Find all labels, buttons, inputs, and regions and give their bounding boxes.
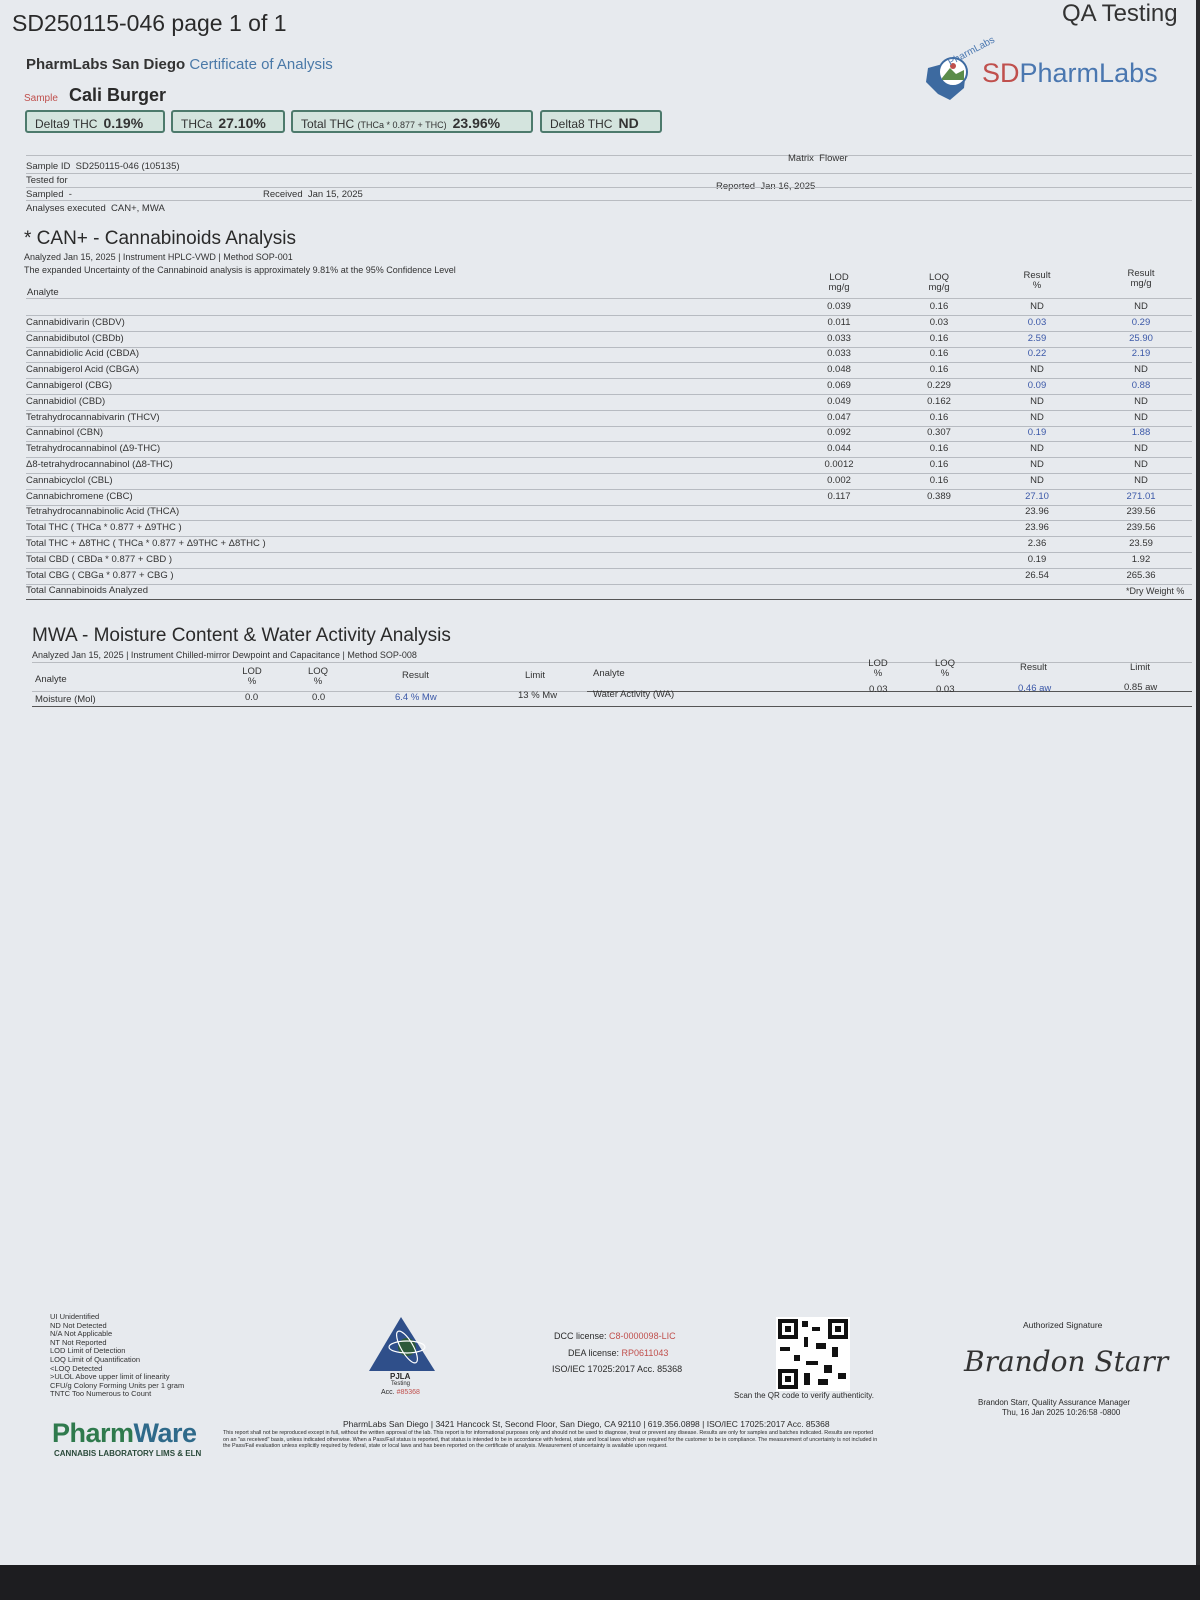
table-row: [26, 504, 1192, 521]
mwa-loq-label: LOQ: [307, 666, 329, 677]
lod-cell: 0.048: [827, 364, 851, 376]
dea-license: [568, 1348, 668, 1358]
sample-id-field: [26, 161, 180, 172]
col-header-loq: [914, 273, 964, 293]
sample-id-label: Sample ID: [26, 161, 71, 172]
result-pct-cell: 2.59: [1027, 332, 1047, 344]
mwa-header-limit-2: Limit: [1130, 662, 1151, 673]
result-pct-cell: 0.03: [1027, 316, 1047, 328]
table-row: [26, 583, 1192, 600]
summary-pill-delta8: [540, 110, 662, 133]
mwa-header-loq-2: [925, 659, 965, 679]
result-mg-cell: ND: [1134, 364, 1148, 376]
lod-cell: 0.047: [827, 411, 851, 423]
result-mg-cell: 23.59: [1129, 538, 1153, 549]
col-header-result-mg: [1116, 269, 1166, 289]
table-row: [26, 520, 1192, 537]
result-mg-cell: ND: [1134, 474, 1148, 486]
legend-item: LOD Limit of Detection: [50, 1346, 126, 1356]
loq-cell: 0.16: [929, 443, 949, 455]
loq-cell: 0.16: [929, 459, 949, 470]
dea-label: DEA license:: [568, 1348, 620, 1358]
result-pct-cell: ND: [1030, 411, 1044, 423]
water-activity-result: 0.46 aw: [1018, 683, 1052, 694]
disclaimer-line: This report shall not be reproduced except in full, without the written approval of the lab. This report is for informational purposes only and should not be used to diagnose, treat or prevent any disease. Results are only for samples and batches indicated. Results are reported: [223, 1430, 874, 1436]
moisture-lod: 0.0: [245, 692, 259, 703]
result-pct-cell: ND: [1030, 395, 1044, 407]
pill-label: THCa: [181, 117, 213, 131]
sample-id-value: SD250115-046 (105135): [75, 161, 180, 172]
loq-cell: 0.03: [929, 316, 949, 328]
pill-note: (THCa * 0.877 + THC): [357, 120, 447, 130]
table-row: [26, 299, 1192, 316]
sampled-field: [26, 189, 72, 200]
sample-name: Cali Burger: [69, 85, 167, 105]
table-row: [26, 489, 1192, 506]
disclaimer-line: on an "as received" basis, unless indicated otherwise. When a Pass/Fail status is reported, that status is intended to be in accordance with federal, state and local laws which are required for the customer to be in compliance. The measurement of uncertainty is not included in: [223, 1436, 878, 1443]
result-pct-cell: ND: [1030, 459, 1044, 470]
lab-address: PharmLabs San Diego | 3421 Hancock St, Second Floor, San Diego, CA 92110 | 619.356.0898 | ISO/IEC 17025:2017 Acc. 85368: [343, 1419, 830, 1429]
lab-name-text: PharmLabs San Diego: [26, 56, 186, 73]
qa-testing-label: QA Testing: [1062, 0, 1178, 27]
result-pct-cell: ND: [1030, 443, 1044, 455]
pill-label: Delta8 THC: [550, 117, 613, 131]
table-row: [26, 425, 1192, 442]
result-mg-cell: 239.56: [1126, 506, 1156, 518]
logo-sd: SD: [982, 58, 1020, 88]
mwa-loq-unit-2: %: [940, 668, 950, 679]
analyte-cell: Cannabidiolic Acid (CBDA): [26, 348, 139, 360]
mwa-header-lod: [232, 667, 272, 687]
result-pct-unit: %: [1032, 280, 1042, 291]
lod-cell: 0.002: [827, 474, 851, 486]
sampled-label: Sampled: [26, 189, 64, 200]
matrix-label: Matrix: [788, 153, 814, 164]
pjla-accreditation-icon: [367, 1315, 439, 1373]
table-row: [26, 346, 1192, 363]
abbreviation-legend: [50, 1313, 184, 1399]
table-row: [26, 378, 1192, 395]
result-mg-cell: ND: [1134, 301, 1148, 312]
lod-cell: 0.044: [827, 443, 851, 455]
lod-cell: 0.049: [827, 395, 851, 407]
result-mg-cell: 239.56: [1126, 522, 1156, 534]
analyte-cell: Total CBD ( CBDa * 0.877 + CBD ): [26, 553, 172, 565]
legend-item: LOQ Limit of Quantification: [50, 1354, 141, 1364]
analyses-field: [26, 203, 165, 214]
analyte-cell: Cannabidiol (CBD): [26, 395, 106, 407]
col-header-result-pct: [1012, 271, 1062, 291]
signed-timestamp: Thu, 16 Jan 2025 10:26:58 -0800: [1002, 1408, 1121, 1417]
result-mg-cell: ND: [1134, 443, 1148, 455]
analyte-cell: Tetrahydrocannabinolic Acid (THCA): [26, 506, 180, 518]
result-pct-cell: 26.54: [1025, 569, 1049, 581]
table-row: [26, 552, 1192, 569]
mwa-header-loq: [298, 667, 338, 687]
col-header-lod: [814, 273, 864, 293]
result-mg-cell: ND: [1134, 395, 1148, 407]
legend-item: >ULOL Above upper limit of linearity: [50, 1372, 170, 1382]
lod-cell: 0.033: [827, 348, 851, 360]
analyses-label: Analyses executed: [26, 203, 106, 214]
analyte-cell: Tetrahydrocannabivarin (THCV): [26, 411, 160, 423]
analyte-cell: Tetrahydrocannabinol (Δ9-THC): [26, 443, 161, 455]
table-row: [26, 457, 1192, 474]
table-row: [26, 441, 1192, 458]
matrix-value: Flower: [819, 153, 848, 164]
document-id: SD250115-046 page 1 of 1: [12, 10, 287, 36]
lod-cell: 0.033: [827, 332, 851, 344]
sample-tag: Sample: [24, 93, 58, 104]
loq-cell: 0.16: [929, 474, 949, 486]
pill-label: Delta9 THC: [35, 117, 98, 131]
moisture-result: 6.4 % Mw: [395, 692, 437, 703]
result-mg-cell: 0.88: [1131, 380, 1151, 391]
mwa-lod-label: LOD: [242, 666, 262, 677]
lod-cell: 0.011: [827, 316, 851, 328]
loq-cell: 0.16: [929, 348, 949, 360]
table-row: [26, 536, 1192, 553]
lod-cell: 0.039: [827, 301, 851, 312]
mwa-header-result-2: Result: [1020, 662, 1047, 673]
can-analyzed-info: Analyzed Jan 15, 2025 | Instrument HPLC-VWD | Method SOP-001: [24, 252, 293, 262]
pharmware-b: Ware: [133, 1418, 197, 1448]
pill-value: 27.10%: [218, 115, 266, 131]
result-mg-cell: 265.36: [1126, 569, 1156, 581]
dry-weight-note: *Dry Weight %: [1126, 586, 1185, 596]
result-pct-label: Result: [1023, 270, 1051, 281]
mwa-lod-label-2: LOD: [868, 658, 888, 669]
result-mg-cell: 1.92: [1131, 553, 1151, 565]
pjla-sub: Testing: [391, 1381, 411, 1387]
mwa-header-lod-2: [858, 659, 898, 679]
mwa-header-result: Result: [402, 670, 429, 681]
summary-pill-total-thc: [291, 110, 533, 133]
mwa-section-title: MWA - Moisture Content & Water Activity Analysis: [32, 625, 451, 646]
signer-name: Brandon Starr, Quality Assurance Manager: [978, 1398, 1131, 1407]
result-mg-cell: 25.90: [1129, 332, 1153, 344]
lab-name: [26, 56, 333, 73]
mwa-analyzed-info: Analyzed Jan 15, 2025 | Instrument Chilled-mirror Dewpoint and Capacitance | Method SOP-008: [32, 650, 417, 660]
coa-label: Certificate of Analysis: [189, 56, 333, 73]
analyte-cell: Cannabinol (CBN): [26, 427, 104, 439]
moisture-loq: 0.0: [312, 692, 326, 703]
result-pct-cell: 0.19: [1027, 553, 1047, 565]
water-activity-loq: 0.03: [936, 684, 955, 695]
analyte-cell: Cannabigerol Acid (CBGA): [26, 364, 139, 376]
result-pct-cell: ND: [1030, 474, 1044, 486]
verification-qr-code-icon[interactable]: [776, 1317, 850, 1391]
legend-item: TNTC Too Numerous to Count: [50, 1389, 152, 1399]
result-pct-cell: 27.10: [1025, 490, 1049, 502]
result-pct-cell: 2.36: [1027, 538, 1047, 549]
result-pct-cell: 0.22: [1027, 348, 1047, 360]
analyte-cell: Cannabidibutol (CBDb): [26, 332, 124, 344]
dcc-license: [554, 1331, 676, 1341]
table-row: [26, 394, 1192, 411]
analyte-cell: Total THC + Δ8THC ( THCa * 0.877 + Δ9THC + Δ8THC ): [26, 538, 266, 549]
result-pct-cell: ND: [1030, 301, 1044, 312]
table-surface: [0, 1565, 1200, 1600]
result-mg-cell: 0.29: [1131, 316, 1151, 328]
lod-unit: mg/g: [828, 282, 850, 293]
dea-value: RP0611043: [621, 1348, 669, 1358]
mwa-lod-unit: %: [247, 676, 257, 687]
tested-for-field: [26, 175, 68, 186]
lod-cell: 0.0012: [824, 459, 854, 470]
result-pct-cell: 23.96: [1025, 522, 1049, 534]
legend-item: CFU/g Colony Forming Units per 1 gram: [50, 1380, 185, 1390]
loq-cell: 0.162: [927, 395, 951, 407]
loq-cell: 0.16: [929, 364, 949, 376]
legend-item: <LOQ Detected: [50, 1363, 103, 1373]
loq-cell: 0.16: [929, 332, 949, 344]
legend-item: ND Not Detected: [50, 1320, 107, 1330]
analyte-cell: Cannabidivarin (CBDV): [26, 316, 125, 328]
legend-item: NT Not Reported: [50, 1337, 107, 1347]
legend-item: N/A Not Applicable: [50, 1329, 113, 1339]
result-mg-cell: 271.01: [1126, 490, 1156, 502]
authorized-signature-label: Authorized Signature: [1023, 1320, 1103, 1330]
result-pct-cell: ND: [1030, 364, 1044, 376]
mwa-lod-unit-2: %: [873, 668, 883, 679]
analyte-cell: Cannabigerol (CBG): [26, 380, 113, 391]
tested-for-label: Tested for: [26, 175, 68, 186]
result-mg-cell: 1.88: [1131, 427, 1151, 439]
loq-cell: 0.16: [929, 301, 949, 312]
loq-cell: 0.229: [927, 380, 951, 391]
table-row: [26, 362, 1192, 379]
pjla-acc: [381, 1389, 420, 1396]
loq-cell: 0.389: [927, 490, 951, 502]
logo-labs: Labs: [1099, 58, 1158, 88]
result-mg-cell: ND: [1134, 459, 1148, 470]
logo-small-text: PharmLabs: [946, 34, 997, 69]
table-row: [26, 331, 1192, 348]
result-mg-cell: 2.19: [1131, 348, 1151, 360]
lod-cell: 0.069: [827, 380, 851, 391]
mwa-header-analyte: Analyte: [35, 674, 67, 685]
logo-pharm: Pharm: [1019, 58, 1100, 88]
received-field: [263, 189, 363, 200]
legend-item: UI Unidentified: [50, 1312, 100, 1321]
loq-cell: 0.16: [929, 411, 949, 423]
table-row: [26, 473, 1192, 490]
summary-pill-delta9: [25, 110, 165, 133]
dcc-label: DCC license:: [554, 1331, 607, 1341]
result-mg-unit: mg/g: [1130, 278, 1152, 289]
analyte-cell: Total CBG ( CBGa * 0.877 + CBG ): [26, 569, 174, 581]
col-header-analyte: Analyte: [27, 287, 59, 298]
analyte-cell: Cannabichromene (CBC): [26, 490, 133, 502]
analyte-cell: Cannabicyclol (CBL): [26, 474, 113, 486]
result-mg-cell: ND: [1134, 411, 1148, 423]
analyte-cell: Total Cannabinoids Analyzed: [26, 585, 149, 597]
loq-unit: mg/g: [928, 282, 950, 293]
pill-value: ND: [618, 115, 639, 131]
pjla-label: PJLA: [390, 1372, 411, 1381]
analyte-cell: Δ8-tetrahydrocannabinol (Δ8-THC): [26, 459, 173, 470]
moisture-name: Moisture (Mol): [35, 694, 96, 705]
handwritten-signature: Brandon Starr: [964, 1345, 1169, 1378]
result-mg-label: Result: [1127, 268, 1155, 279]
table-row: [26, 315, 1192, 332]
pill-value: 23.96%: [452, 115, 501, 131]
summary-pill-thca: [171, 110, 285, 133]
lod-cell: 0.117: [827, 490, 851, 502]
result-pct-cell: 0.09: [1027, 380, 1047, 391]
result-pct-cell: 0.19: [1027, 427, 1047, 439]
lod-label: LOD: [829, 272, 849, 283]
water-activity-lod: 0.03: [869, 684, 888, 695]
water-activity-name: Water Activity (WA): [593, 689, 675, 700]
disclaimer-line: the Pass/Fail evaluation unless explicitly required by federal, state or local laws and has been reported on the certificate of analysis. Measurement of uncertainty is available upon request.: [223, 1443, 668, 1449]
sampled-value: -: [68, 189, 72, 200]
received-value: Jan 15, 2025: [307, 189, 363, 200]
pharmware-a: Pharm: [52, 1418, 134, 1448]
result-pct-cell: 23.96: [1025, 506, 1049, 518]
qr-caption: Scan the QR code to verify authenticity.: [734, 1391, 874, 1400]
mwa-loq-label-2: LOQ: [934, 658, 956, 669]
lod-cell: 0.092: [827, 427, 851, 439]
logo-wordmark: [982, 58, 1158, 89]
loq-cell: 0.307: [927, 427, 951, 439]
received-label: Received: [263, 189, 303, 200]
pharmware-logo: [52, 1418, 197, 1449]
pill-label: Total THC: [301, 117, 355, 131]
analyte-cell: Total THC ( THCa * 0.877 + Δ9THC ): [26, 522, 182, 534]
pjla-acc-number: #85368: [396, 1389, 420, 1396]
moisture-limit: 13 % Mw: [518, 690, 558, 701]
mwa-header-analyte-2: Analyte: [593, 668, 625, 679]
pjla-acc-label: Acc.: [381, 1389, 395, 1396]
table-row: [26, 568, 1192, 585]
mwa-header-limit: Limit: [525, 670, 546, 681]
can-uncertainty-note: The expanded Uncertainty of the Cannabinoid analysis is approximately 9.81% at the 95% Confidence Level: [24, 265, 456, 275]
mwa-loq-unit: %: [313, 676, 323, 687]
dcc-value: C8-0000098-LIC: [609, 1331, 676, 1341]
pill-value: 0.19%: [103, 115, 144, 131]
can-section-title: * CAN+ - Cannabinoids Analysis: [24, 228, 296, 249]
pharmware-subtitle: CANNABIS LABORATORY LIMS & ELN: [54, 1449, 202, 1458]
matrix-field: [788, 153, 848, 164]
iso-accreditation: ISO/IEC 17025:2017 Acc. 85368: [552, 1364, 683, 1374]
loq-label: LOQ: [928, 272, 950, 283]
table-row: [26, 410, 1192, 427]
water-activity-limit: 0.85 aw: [1124, 682, 1158, 693]
legal-disclaimer: [223, 1430, 1188, 1450]
analyses-value: CAN+, MWA: [111, 203, 165, 214]
